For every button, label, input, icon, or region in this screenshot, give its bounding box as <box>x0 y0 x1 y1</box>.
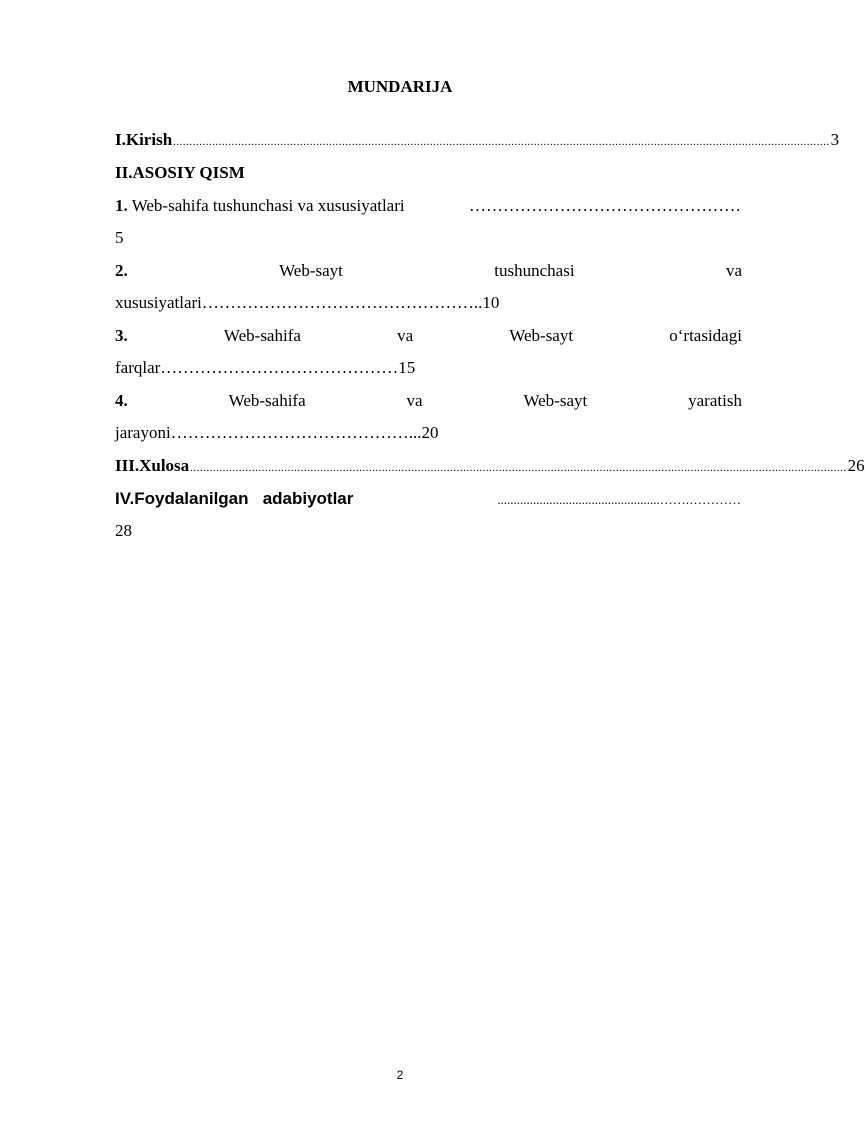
toc-entry-2-word: tushunchasi <box>494 261 575 280</box>
toc-entry-4-word: yaratish <box>688 391 742 410</box>
toc-leader-dots: ………………………………………… <box>469 196 741 215</box>
toc-entry-2 <box>115 260 742 282</box>
toc-entry-4-word: Web-sahifa <box>228 391 306 410</box>
toc-entry-2-word: Web-sayt <box>279 261 343 280</box>
toc-entry-3 <box>115 325 742 347</box>
toc-section-asosiy: II.ASOSIY QISM <box>115 163 245 182</box>
toc-entry-kirish <box>115 129 840 151</box>
toc-entry-adabiyotlar-label: IV.Foydalanilgan adabiyotlar <box>115 489 354 508</box>
toc-entry-3-word: va <box>397 326 414 345</box>
toc-entry-3-number: 3. <box>115 326 128 345</box>
page-number: 2 <box>396 1068 404 1082</box>
toc-entry-2-number: 2. <box>115 261 128 280</box>
toc-entry-4-word: va <box>406 391 423 410</box>
toc-entry-xulosa <box>115 455 865 477</box>
toc-entry-2-word: va <box>725 261 742 280</box>
toc-leader-dots: ..................................................…….………… <box>497 492 741 507</box>
toc-entry-3-word: Web-sahifa <box>223 326 301 345</box>
toc-entry-3-continuation: farqlar……………………………………15 <box>115 358 416 377</box>
toc-entry-4-number: 4. <box>115 391 128 410</box>
toc-leader-dots: .......................................................................................................................................................................................................... <box>173 136 830 148</box>
toc-leader-dots: .......................................................................................................................................................................................................... <box>190 462 847 474</box>
toc-entry-kirish-label: I.Kirish <box>115 130 173 149</box>
toc-entry-kirish-page: 3 <box>830 130 840 149</box>
toc-entry-4-word: Web-sayt <box>523 391 588 410</box>
toc-entry-3-word: Web-sayt <box>509 326 574 345</box>
toc-entry-4 <box>115 390 742 412</box>
page-title: MUNDARIJA <box>347 77 453 96</box>
toc-entry-3-word: o‘rtasidagi <box>669 326 742 345</box>
toc-entry-xulosa-label: III.Xulosa <box>115 456 190 475</box>
toc-entry-adabiyotlar <box>115 488 742 510</box>
toc-entry-2-continuation: xususiyatlari…………………………………………..10 <box>115 293 500 312</box>
toc-entry-1-text: Web-sahifa tushunchasi va xususiyatlari <box>127 196 405 215</box>
toc-entry-4-continuation: jarayoni……………………………………...20 <box>115 423 439 442</box>
toc-entry-adabiyotlar-page: 28 <box>115 521 132 540</box>
toc-entry-xulosa-page: 26 <box>847 456 865 475</box>
toc-entry-1 <box>115 195 742 217</box>
toc-entry-1-number: 1. <box>115 196 128 215</box>
toc-entry-1-page: 5 <box>115 228 124 247</box>
